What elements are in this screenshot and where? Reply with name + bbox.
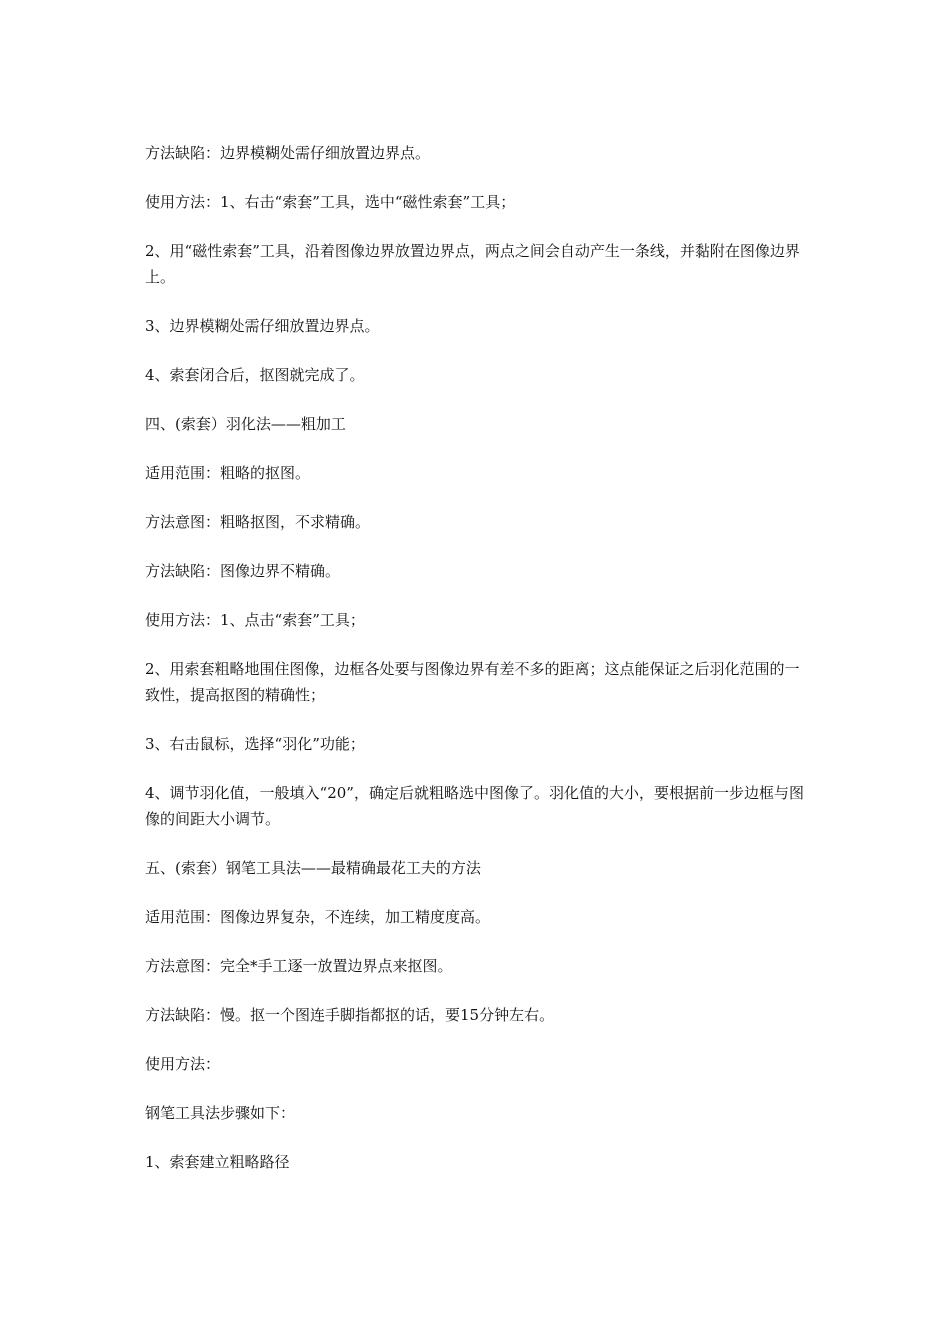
paragraph: 适用范围：图像边界复杂，不连续，加工精度度高。 [145,908,491,926]
paragraph: 4、索套闭合后，抠图就完成了。 [145,366,365,384]
paragraph: 方法缺陷：图像边界不精确。 [145,562,341,580]
paragraph: 3、右击鼠标，选择“羽化”功能； [145,735,365,753]
paragraph: 2、用“磁性索套”工具，沿着图像边界放置边界点，两点之间会自动产生一条线，并黏附在图像边界上。 [145,242,800,286]
paragraph: 使用方法： [145,1055,221,1073]
paragraph: 3、边界模糊处需仔细放置边界点。 [145,317,380,335]
paragraph: 方法缺陷：慢。抠一个图连手脚指都抠的话，要15分钟左右。 [145,1006,555,1024]
paragraph: 1、索套建立粗略路径 [145,1153,290,1171]
paragraph: 钢笔工具法步骤如下： [145,1104,296,1122]
paragraph: 方法缺陷：边界模糊处需仔细放置边界点。 [145,144,431,162]
paragraph: 使用方法：1、点击“索套”工具； [145,611,365,629]
section-heading: 五、(索套）钢笔工具法——最精确最花工夫的方法 [145,859,481,877]
paragraph: 方法意图：完全*手工逐一放置边界点来抠图。 [145,957,453,975]
paragraph: 4、调节羽化值，一般填入“20”，确定后就粗略选中图像了。羽化值的大小，要根据前一步边框与图像的间距大小调节。 [145,784,804,828]
paragraph: 使用方法：1、右击“索套”工具，选中“磁性索套”工具； [145,193,516,211]
paragraph: 方法意图：粗略抠图，不求精确。 [145,513,371,531]
document-body [145,140,810,1198]
paragraph: 适用范围：粗略的抠图。 [145,464,311,482]
section-heading: 四、(索套）羽化法——粗加工 [145,415,346,433]
paragraph: 2、用索套粗略地围住图像，边框各处要与图像边界有差不多的距离；这点能保证之后羽化范围的一致性，提高抠图的精确性； [145,660,800,704]
